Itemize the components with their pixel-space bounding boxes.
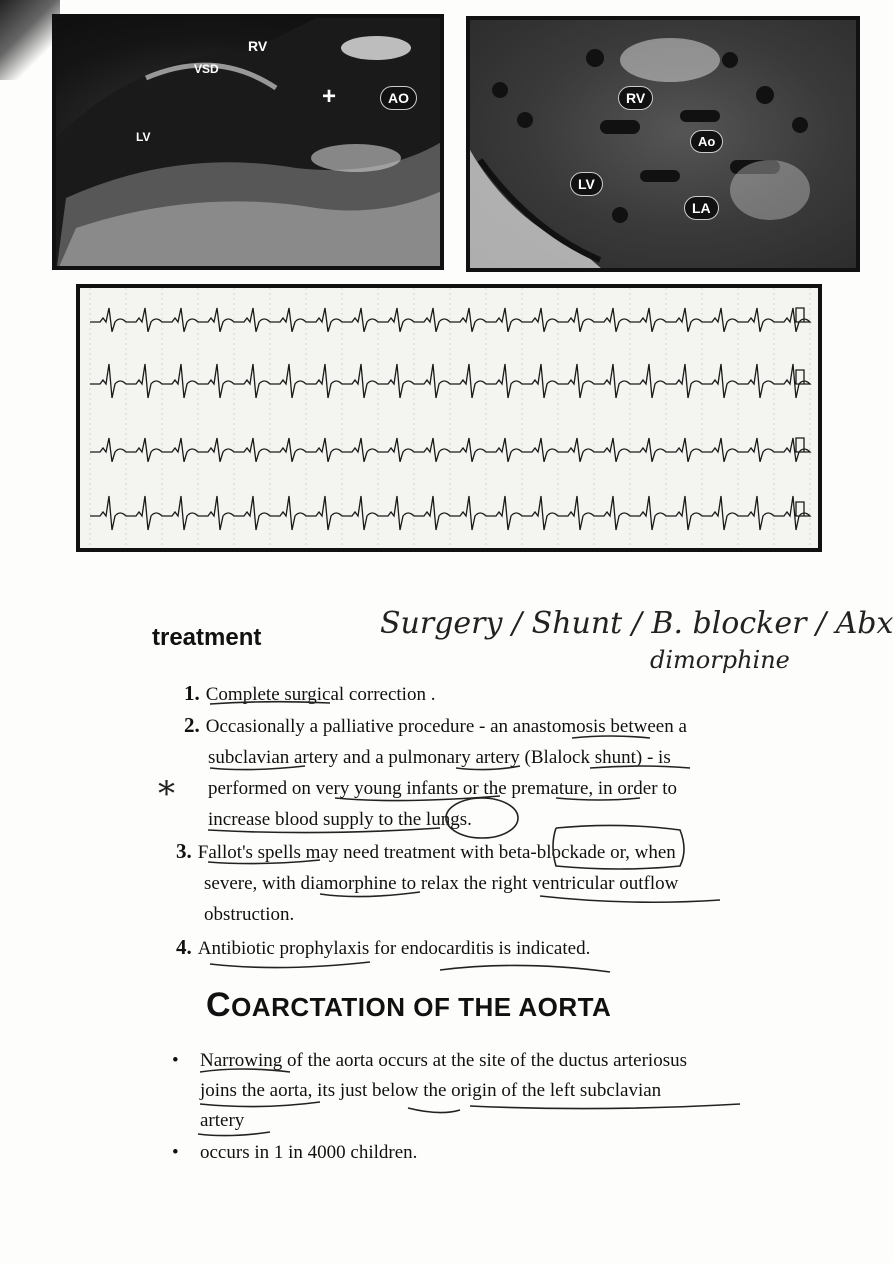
ecg-strip-image: [76, 284, 822, 552]
coarctation-title: [206, 986, 611, 1025]
echo-right-label-ao: Ao: [690, 130, 723, 153]
coarctation-bullet-1: [172, 1046, 687, 1136]
item-text-line: subclavian artery and a pulmonary artery (Blalock shunt) - is: [208, 747, 671, 768]
bullet-symbol: •: [172, 1050, 179, 1071]
echo-right-label-rv: RV: [618, 86, 653, 110]
echocardiogram-left-image: [52, 14, 444, 270]
svg-text:+: +: [322, 83, 337, 110]
echo-left-drawing: [56, 18, 444, 270]
treatment-item-3: [176, 836, 678, 930]
item-text-line: increase blood supply to the lungs.: [208, 809, 472, 830]
title-rest: OARCTATION OF THE AORTA: [231, 992, 612, 1022]
bullet-text-line: artery: [200, 1110, 245, 1131]
item-number: 3.: [176, 839, 192, 863]
item-number: 2.: [184, 713, 200, 737]
item-number: 1.: [184, 681, 200, 705]
bullet-text-line: joins the aorta, its just below the origin of the left subclavian: [200, 1080, 662, 1101]
coarctation-bullet-2: [172, 1138, 417, 1168]
echocardiogram-right-image: [466, 16, 860, 272]
echo-label-rv: RV: [248, 38, 268, 54]
handwritten-note-line2: dimorphine: [650, 646, 790, 674]
scan-corner-artifact: [0, 0, 60, 80]
treatment-item-2: [184, 710, 687, 835]
handwritten-asterisk: *: [158, 774, 175, 814]
item-text-line: severe, with diamorphine to relax the right ventricular outflow: [204, 873, 679, 894]
treatment-item-4: [176, 932, 590, 964]
echo-label-lv: LV: [136, 130, 151, 144]
item-text-line: Complete surgical correction .: [205, 684, 436, 705]
item-number: 4.: [176, 935, 192, 959]
item-text-line: performed on very young infants or the premature, in order to: [208, 778, 678, 799]
bullet-text-line: occurs in 1 in 4000 children.: [200, 1142, 418, 1163]
item-text-line: Fallot's spells may need treatment with beta-blockade or, when: [197, 842, 676, 863]
echo-right-drawing: [470, 20, 860, 272]
echo-right-label-lv: LV: [570, 172, 603, 196]
underline-endocarditis: [440, 965, 610, 972]
title-initial: C: [206, 986, 232, 1024]
item-text-line: Occasionally a palliative procedure - an anastomosis between a: [205, 716, 687, 737]
handwritten-note-line1: Surgery / Shunt / B. blocker / Abx: [380, 606, 893, 641]
treatment-heading: treatment: [152, 624, 262, 651]
bullet-symbol: •: [172, 1142, 179, 1163]
echo-label-vsd: VSD: [194, 62, 219, 76]
bullet-text-line: Narrowing of the aorta occurs at the site of the ductus arteriosus: [200, 1050, 687, 1071]
treatment-item-1: [184, 678, 435, 710]
item-text-line: Antibiotic prophylaxis for endocarditis is indicated.: [197, 938, 591, 959]
echo-right-label-la: LA: [684, 196, 719, 220]
item-text-line: obstruction.: [204, 904, 295, 925]
ecg-tracing: [80, 288, 822, 552]
echo-label-ao: AO: [380, 86, 417, 110]
